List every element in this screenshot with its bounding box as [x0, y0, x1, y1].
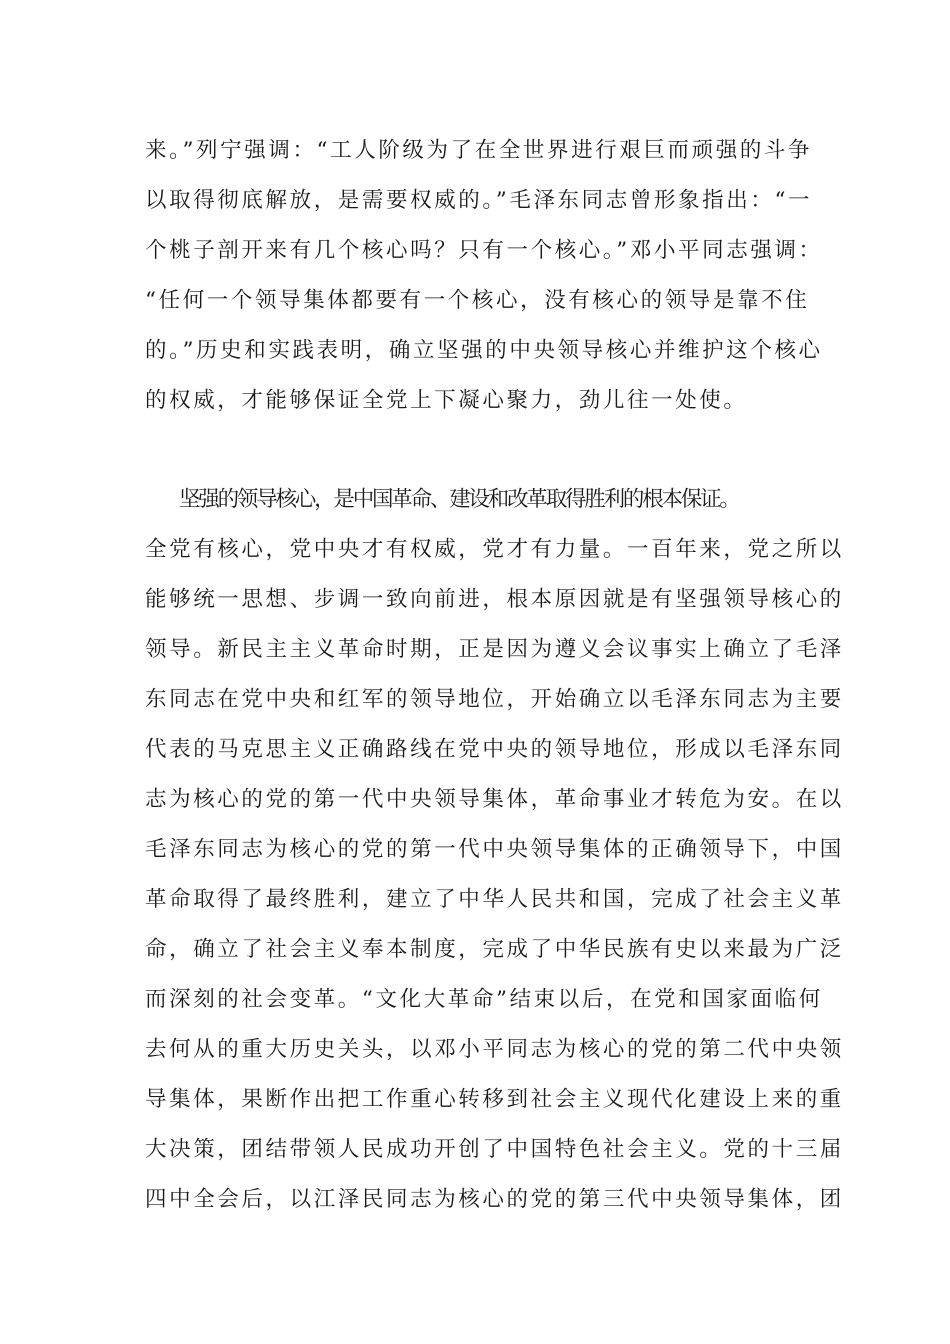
text-line: 革命取得了最终胜利，建立了中华人民共和国，完成了社会主义革 — [145, 887, 844, 912]
text-line: 毛泽东同志为核心的党的第一代中央领导集体的正确领导下，中国 — [145, 837, 844, 862]
text-line: 代表的马克思主义正确路线在党中央的领导地位，形成以毛泽东同 — [145, 737, 844, 762]
text-line: 而深刻的社会变革。“文化大革命”结束以后，在党和国家面临何 — [145, 987, 823, 1012]
text-line: 全党有核心，党中央才有权威，党才有力量。一百年来，党之所以 — [145, 537, 844, 562]
text-line: 东同志在党中央和红军的领导地位，开始确立以毛泽东同志为主要 — [145, 687, 844, 712]
text-line: 导集体，果断作出把工作重心转移到社会主义现代化建设上来的重 — [145, 1087, 844, 1112]
text-line: 能够统一思想、步调一致向前进，根本原因就是有坚强领导核心的 — [145, 587, 844, 612]
text-line: 领导。新民主主义革命时期，正是因为遵义会议事实上确立了毛泽 — [145, 637, 844, 662]
text-line: 命，确立了社会主义奉本制度，完成了中华民族有史以来最为广泛 — [145, 937, 844, 962]
text-line: 四中全会后，以江泽民同志为核心的党的第三代中央领导集体，团 — [145, 1187, 844, 1212]
text-line: 去何从的重大历史关头，以邓小平同志为核心的党的第二代中央领 — [145, 1037, 844, 1062]
text-line: 大决策，团结带领人民成功开创了中国特色社会主义。党的十三届 — [145, 1137, 844, 1162]
text-line: 来。”列宁强调：“工人阶级为了在全世界进行艰巨而顽强的斗争 — [145, 138, 813, 163]
text-line: 坚强的领导核心，是中国革命、建设和改革取得胜利的根本保证。 — [179, 487, 739, 512]
text-line: 志为核心的党的第一代中央领导集体，革命事业才转危为安。在以 — [145, 787, 844, 812]
text-line: 的权威，才能够保证全党上下凝心聚力，劲儿往一处使。 — [145, 388, 748, 413]
text-line: “任何一个领导集体都要有一个核心，没有核心的领导是靠不住 — [145, 288, 810, 313]
text-line: 以取得彻底解放，是需要权威的。”毛泽东同志曾形象指出：“一 — [145, 188, 813, 213]
text-line: 的。”历史和实践表明，确立坚强的中央领导核心并维护这个核心 — [145, 338, 823, 363]
text-line: 个桃子剖开来有几个核心吗？只有一个核心。”邓小平同志强调： — [145, 238, 823, 263]
